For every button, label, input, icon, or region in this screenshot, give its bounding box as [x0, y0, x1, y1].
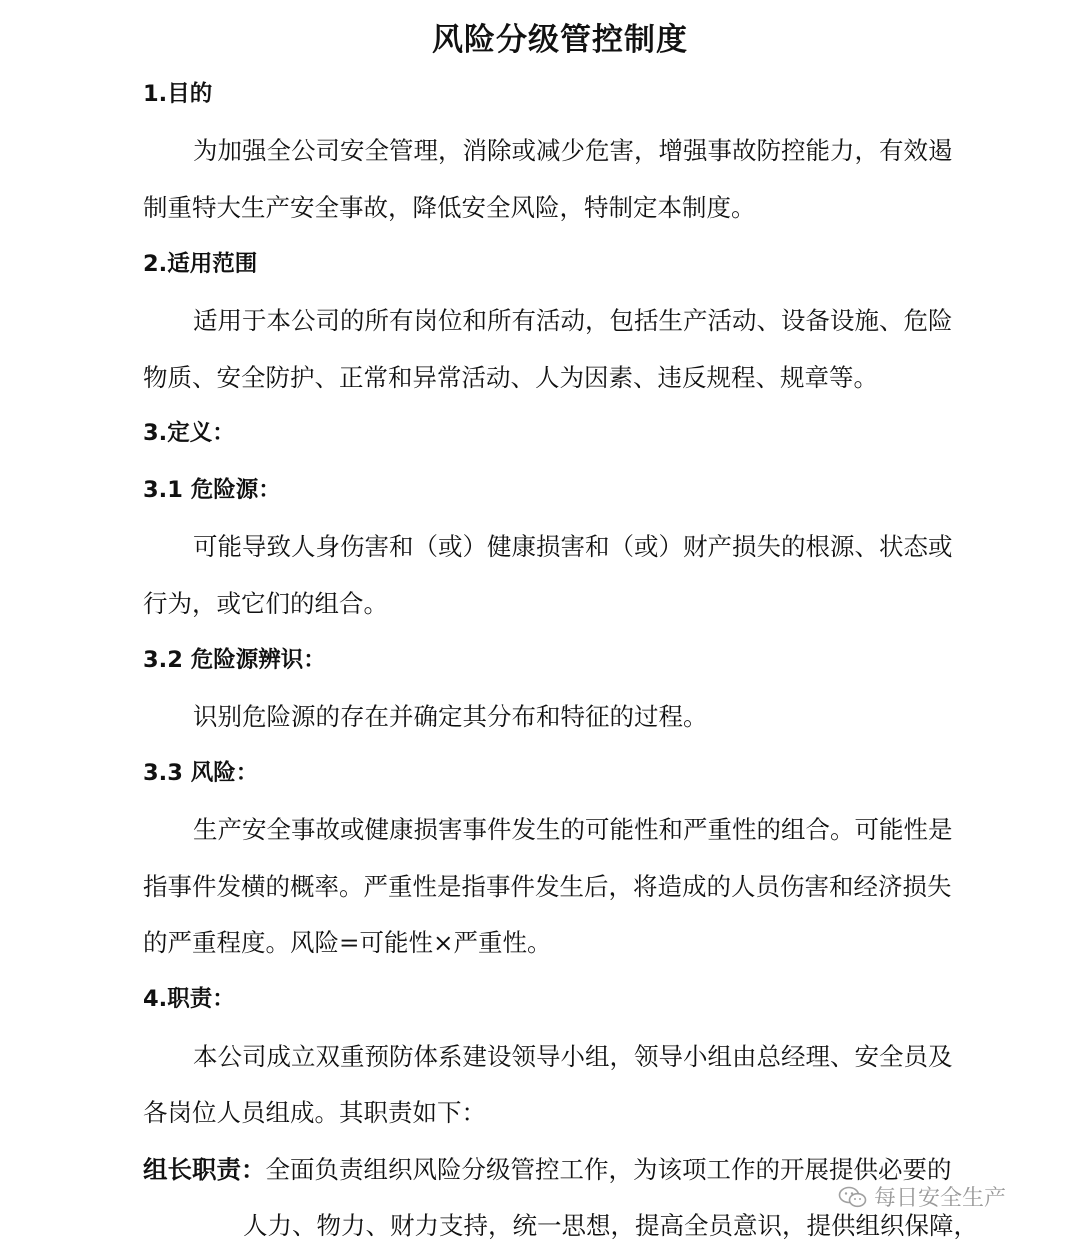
section-1-heading: 1.目的	[143, 81, 213, 107]
section-3-heading: 3.定义：	[143, 420, 235, 446]
page-title: 风险分级管控制度	[432, 22, 688, 58]
section-3-2-heading: 3.2 危险源辨识：	[143, 647, 326, 673]
wechat-icon	[838, 1185, 868, 1209]
leader-duties-text: 全面负责组织风险分级管控工作，为该项工作的开展提供必要的	[265, 1155, 952, 1184]
section-2-line-1: 适用于本公司的所有岗位和所有活动，包括生产活动、设备设施、危险	[193, 306, 953, 335]
watermark-text: 每日安全生产	[874, 1186, 1007, 1211]
section-2-line-2: 物质、安全防护、正常和异常活动、人为因素、违反规程、规章等。	[143, 363, 878, 392]
section-1-line-1: 为加强全公司安全管理，消除或减少危害，增强事故防控能力，有效遏	[193, 136, 953, 165]
section-3-1-heading: 3.1 危险源：	[143, 477, 281, 503]
section-3-1-line-2: 行为，或它们的组合。	[143, 589, 388, 618]
section-3-3-line-1: 生产安全事故或健康损害事件发生的可能性和严重性的组合。可能性是	[193, 815, 953, 844]
section-3-3-heading: 3.3 风险：	[143, 760, 259, 786]
leader-duties-label: 组长职责：	[143, 1155, 266, 1184]
section-4-line-1: 本公司成立双重预防体系建设领导小组，领导小组由总经理、安全员及	[193, 1042, 953, 1071]
section-4-line-2: 各岗位人员组成。其职责如下：	[143, 1098, 486, 1127]
section-1-line-2: 制重特大生产安全事故，降低安全风险，特制定本制度。	[143, 193, 756, 222]
section-3-2-line-1: 识别危险源的存在并确定其分布和特征的过程。	[193, 702, 708, 731]
leader-duties-line-2: 人力、物力、财力支持，统一思想，提高全员意识，提供组织保障，	[243, 1211, 978, 1240]
section-4-heading: 4.职责：	[143, 986, 235, 1012]
section-3-1-line-1: 可能导致人身伤害和（或）健康损害和（或）财产损失的根源、状态或	[193, 532, 953, 561]
section-2-heading: 2.适用范围	[143, 251, 258, 277]
watermark	[838, 1181, 1006, 1212]
section-3-3-line-3: 的严重程度。风险=可能性×严重性。	[143, 928, 552, 957]
section-3-3-line-2: 指事件发横的概率。严重性是指事件发生后，将造成的人员伤害和经济损失	[143, 872, 952, 901]
